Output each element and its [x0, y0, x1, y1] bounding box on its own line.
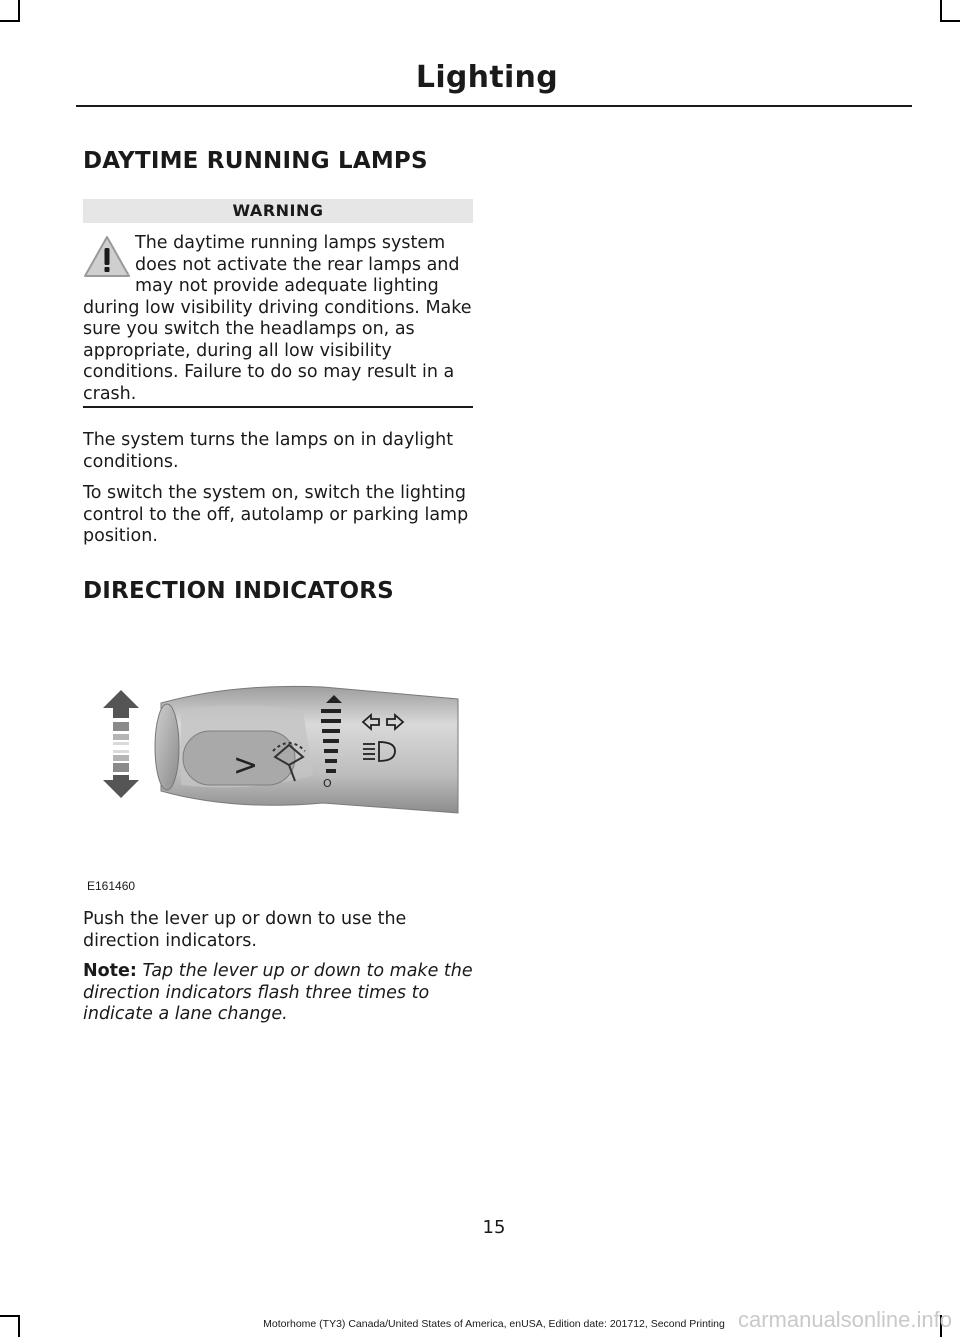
note-label: Note:	[83, 961, 137, 981]
daytime-heading: DAYTIME RUNNING LAMPS	[83, 148, 428, 174]
crop-mark	[0, 1315, 20, 1317]
crop-mark	[940, 0, 942, 22]
page-number: 15	[482, 1217, 506, 1238]
daytime-paragraph-1: The system turns the lamps on in daylight conditions.	[83, 430, 454, 472]
section-title: Lighting	[415, 60, 558, 95]
off-position-mark: O	[323, 777, 332, 790]
note-text: Tap the lever up or down to make the direction indicators flash three times to indicate a lane change.	[83, 961, 473, 1024]
direction-note	[83, 961, 473, 1026]
crop-mark	[0, 20, 20, 22]
warning-triangle-icon	[83, 235, 131, 279]
daytime-paragraph-2: To switch the system on, switch the lighting control to the off, autolamp or parking lamp position.	[83, 483, 469, 546]
down-arrow-icon	[103, 750, 139, 798]
direction-paragraph-1: Push the lever up or down to use the direction indicators.	[83, 909, 407, 951]
lever-figure	[83, 615, 473, 895]
turn-signal-lever-illustration	[83, 615, 473, 865]
header-divider	[76, 105, 912, 107]
lever-chevron-mark: >	[233, 748, 259, 783]
watermark: carmanualsonline.info	[737, 1307, 952, 1332]
direction-heading: DIRECTION INDICATORS	[83, 578, 394, 604]
up-arrow-icon	[103, 690, 139, 745]
warning-text: The daytime running lamps system does not activate the rear lamps and may not provide adequate lighting during low visibility driving conditions. Make sure you switch the headlamps on, as appropriate, during all low visibility conditions. Failure to do so may result in a crash.	[83, 233, 472, 404]
figure-id: E161460	[87, 879, 136, 893]
warning-label: WARNING	[83, 199, 473, 223]
warning-block	[83, 233, 473, 405]
crop-mark	[18, 0, 20, 22]
edition-footer: Motorhome (TY3) Canada/United States of America, enUSA, Edition date: 201712, Second Printing	[263, 1318, 725, 1330]
warning-divider	[83, 406, 473, 408]
crop-mark	[940, 20, 960, 22]
